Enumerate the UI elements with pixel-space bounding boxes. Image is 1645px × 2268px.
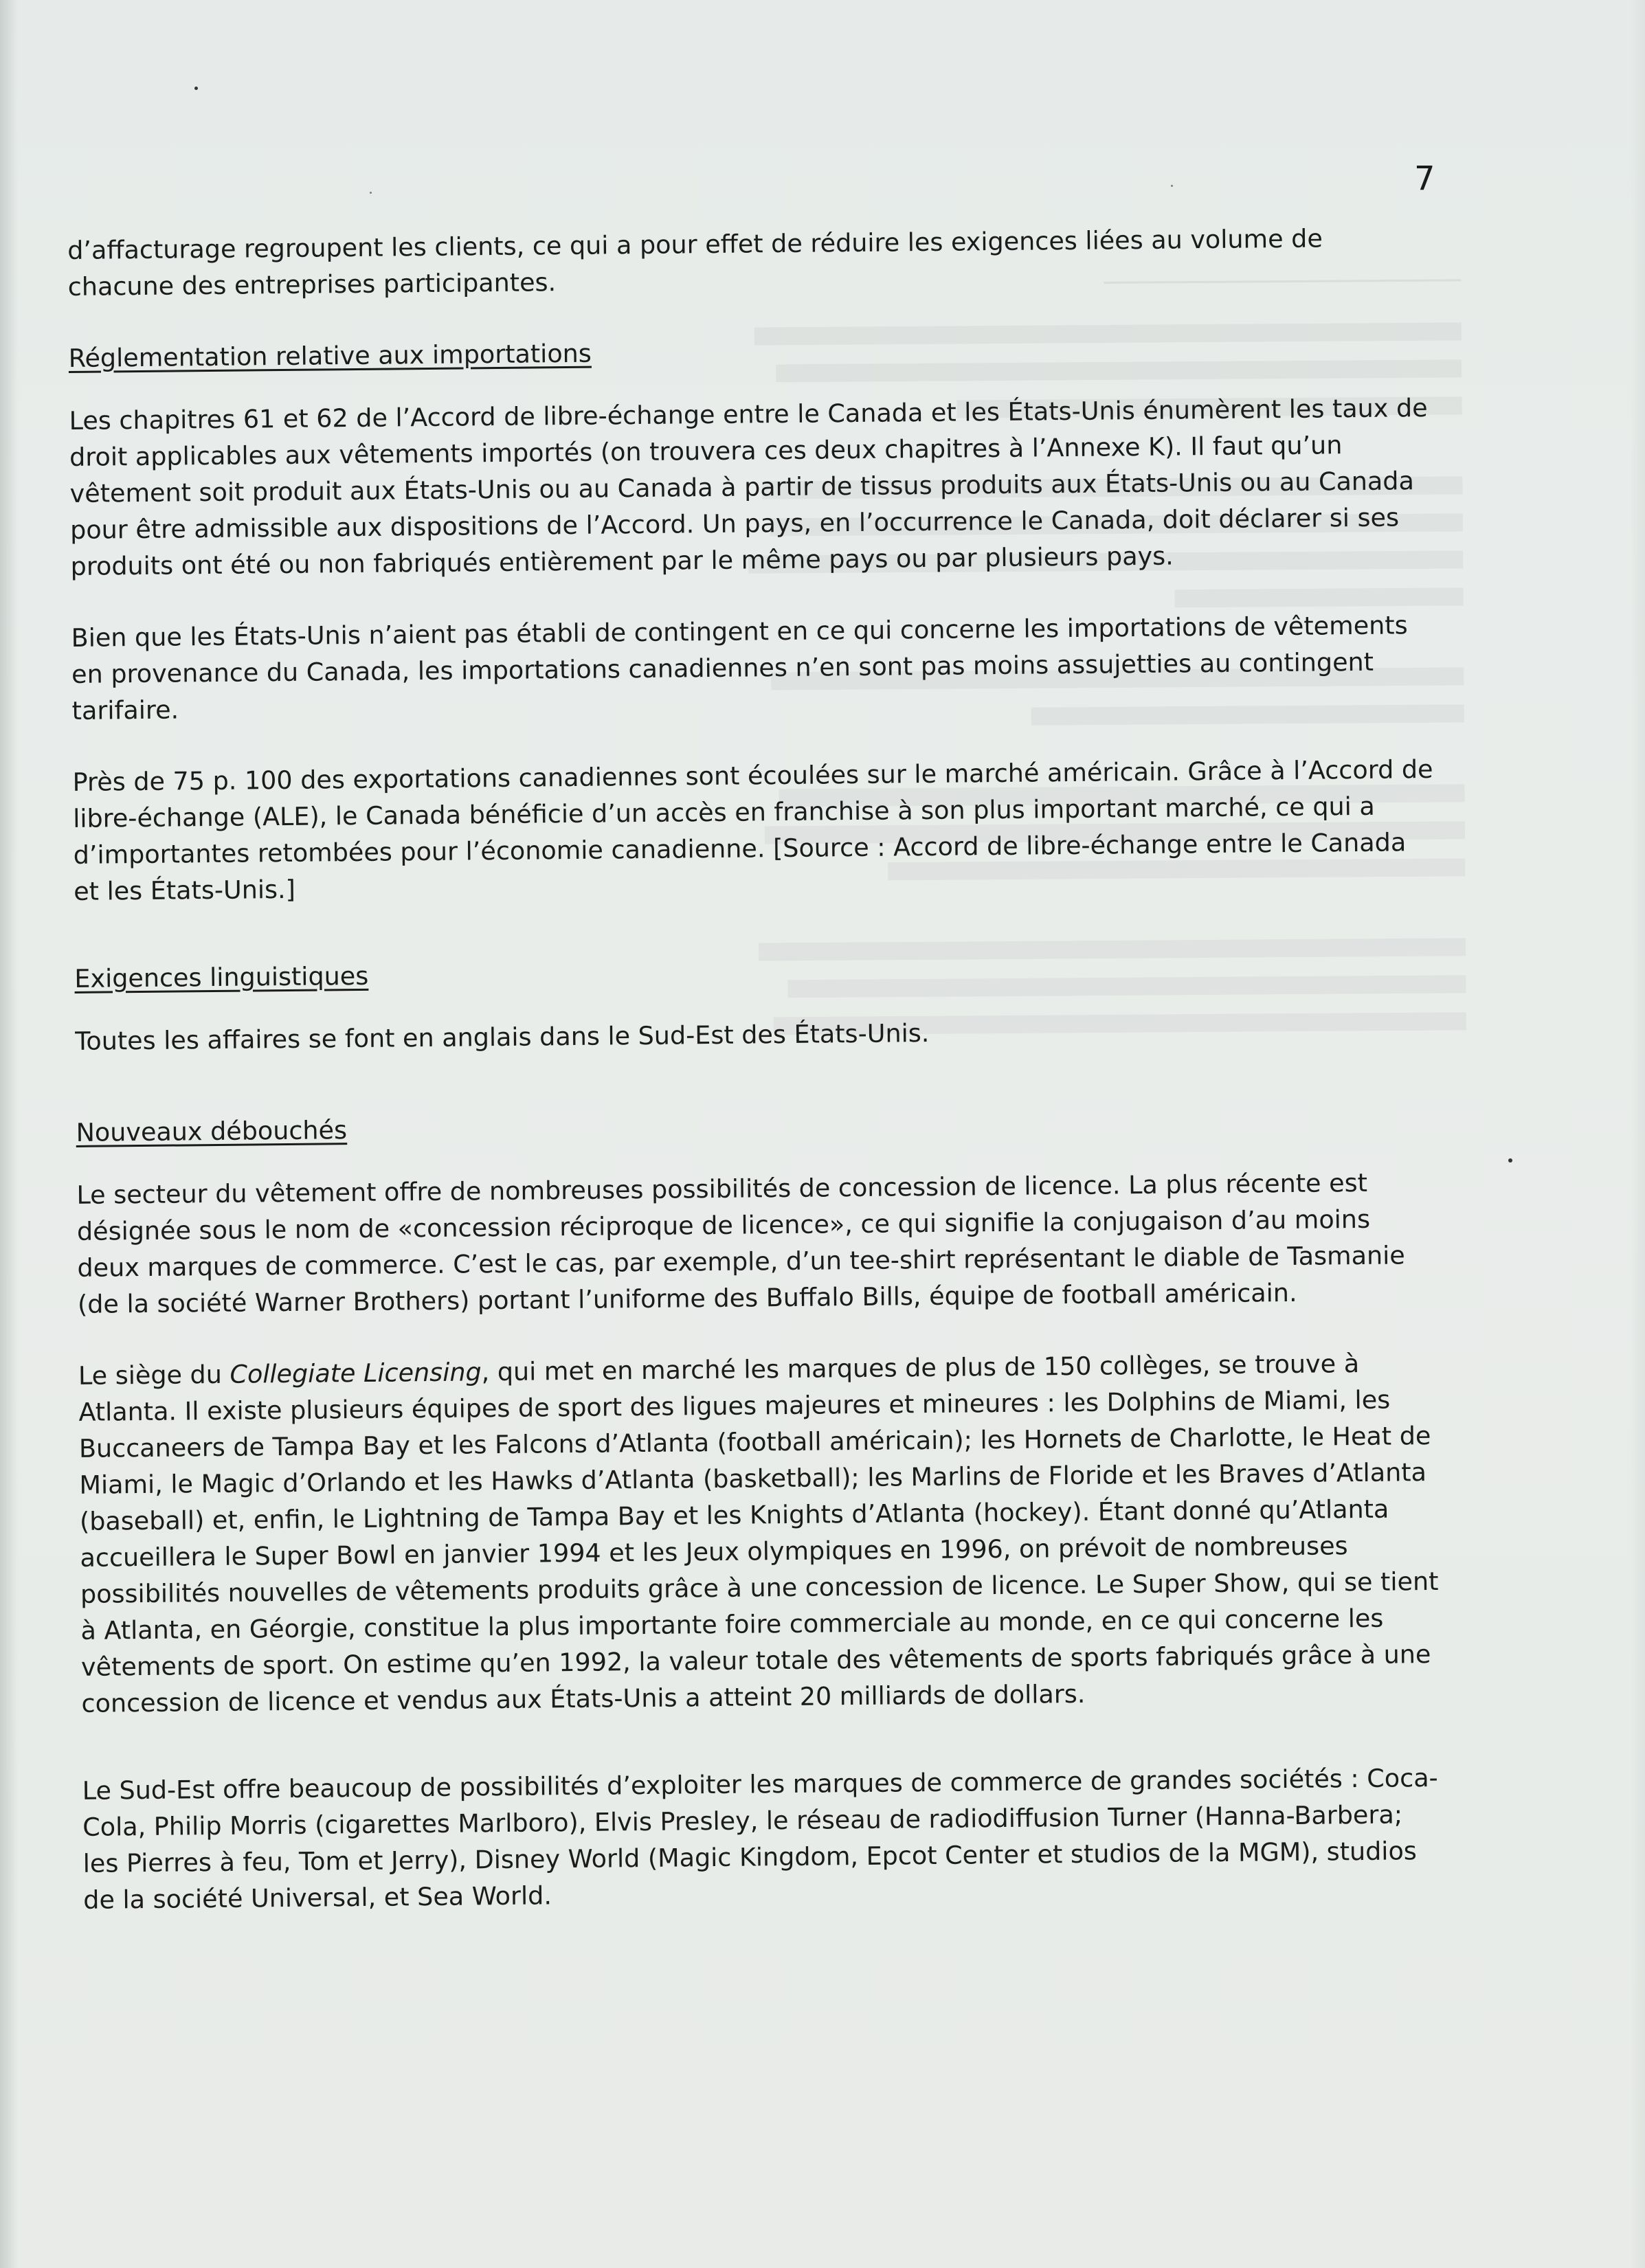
opportunities-paragraph-trademarks: Le Sud-Est offre beaucoup de possibilités d’exploiter les marques de commerce de grandes sociétés : Coca-Cola, Philip Morris (cigarettes Marlboro), Elvis Presley, le réseau de radiodiffusion Turner (Hanna-Barbera; les Pierres à feu, Tom et Jerry), Disney World (Magic Kingdom, Epcot Center et studios de la MGM), studios de la société Universal, et Sea World. bbox=[82, 1762, 1438, 1915]
intro-paragraph: d’affacturage regroupent les clients, ce qui a pour effet de réduire les exigences liées au volume de chacune des entreprises participantes. bbox=[67, 223, 1323, 302]
section-heading-import-regulations: Réglementation relative aux importations bbox=[68, 338, 592, 373]
import-paragraph-exports: Près de 75 p. 100 des exportations canadiennes sont écoulées sur le marché américain. Grâce à l’Accord de libre-échange (ALE), le Canada bénéficie d’un accès en franchise à son plus important marché, ce qui a d’importantes retombées pour l’économie canadienne. [Source : Accord de libre-échange entre le Canada et les États-Unis.] bbox=[72, 754, 1433, 906]
section-heading-new-opportunities: Nouveaux débouchés bbox=[76, 1115, 348, 1147]
section-heading-language-requirements: Exigences linguistiques bbox=[74, 961, 369, 993]
atlanta-text-rest: , qui met en marché les marques de plus de 150 collèges, se trouve à Atlanta. Il existe plusieurs équipes de sport des ligues majeures et mineures : les Dolphins de Miami, les Buccaneers de Tampa Bay et les Falcons d’Atlanta (football américain); les Hornets de Charlotte, le Heat de Miami, le Magic d’Orlando et les Hawks d’Atlanta (basketball); les Marlins de Floride et les Braves d’Atlanta (baseball) et, enfin, le Lightning de Tampa Bay et les Knights d’Atlanta (hockey). Étant donné qu’Atlanta accueillera le Super Bowl en janvier 1994 et les Jeux olympiques en 1996, on prévoit de nombreuses possibilités nouvelles de vêtements produits grâce à une concession de licence. Le Super Show, qui se tient à Atlanta, en Géorgie, constitue la plus importante foire commerciale au monde, en ce qui concerne les vêtements de sport. On estime qu’en 1992, la valeur totale des vêtements de sports fabriqués grâce à une concession de licence et vendus aux États-Unis a atteint 20 milliards de dollars. bbox=[78, 1349, 1439, 1718]
language-paragraph: Toutes les affaires se font en anglais dans le Sud-Est des États-Unis. bbox=[75, 1018, 930, 1056]
scan-speck bbox=[370, 192, 372, 194]
document-body bbox=[67, 219, 1444, 1953]
import-paragraph-chapters: Les chapitres 61 et 62 de l’Accord de libre-échange entre le Canada et les États-Unis énumèrent les taux de droit applicables aux vêtements importés (on trouvera ces deux chapitres à l’Annexe K). Il faut qu’un vêtement soit produit aux États-Unis ou au Canada à partir de tissus produits aux États-Unis ou au Canada pour être admissible aux dispositions de l’Accord. Un pays, en l’occurrence le Canada, doit déclarer si ses produits ont été ou non fabriqués entièrement par le même pays ou par plusieurs pays. bbox=[69, 393, 1428, 581]
scan-speck bbox=[1171, 185, 1173, 187]
import-paragraph-quota: Bien que les États-Unis n’aient pas établi de contingent en ce qui concerne les importations de vêtements en provenance du Canada, les importations canadiennes n’en sont pas moins assujetties au contingent tarifaire. bbox=[71, 610, 1408, 726]
scan-speck bbox=[194, 87, 198, 90]
opportunities-paragraph-atlanta bbox=[78, 1345, 1442, 1722]
opportunities-paragraph-licensing: Le secteur du vêtement offre de nombreuses possibilités de concession de licence. La plus récente est désignée sous le nom de «concession réciproque de licence», ce qui signifie la conjugaison d’au moins deux marques de commerce. C’est le cas, par exemple, d’un tee-shirt représentant le diable de Tasmanie (de la société Warner Brothers) portant l’uniforme des Buffalo Bills, équipe de football américain. bbox=[76, 1167, 1405, 1319]
atlanta-text-start: Le siège du bbox=[78, 1359, 230, 1391]
scan-edge-right bbox=[1630, 0, 1645, 2268]
page-number: 7 bbox=[1414, 159, 1435, 198]
collegiate-licensing-name: Collegiate Licensing bbox=[230, 1357, 482, 1389]
scan-edge-shadow bbox=[0, 0, 18, 2268]
scan-speck bbox=[1508, 1158, 1512, 1163]
